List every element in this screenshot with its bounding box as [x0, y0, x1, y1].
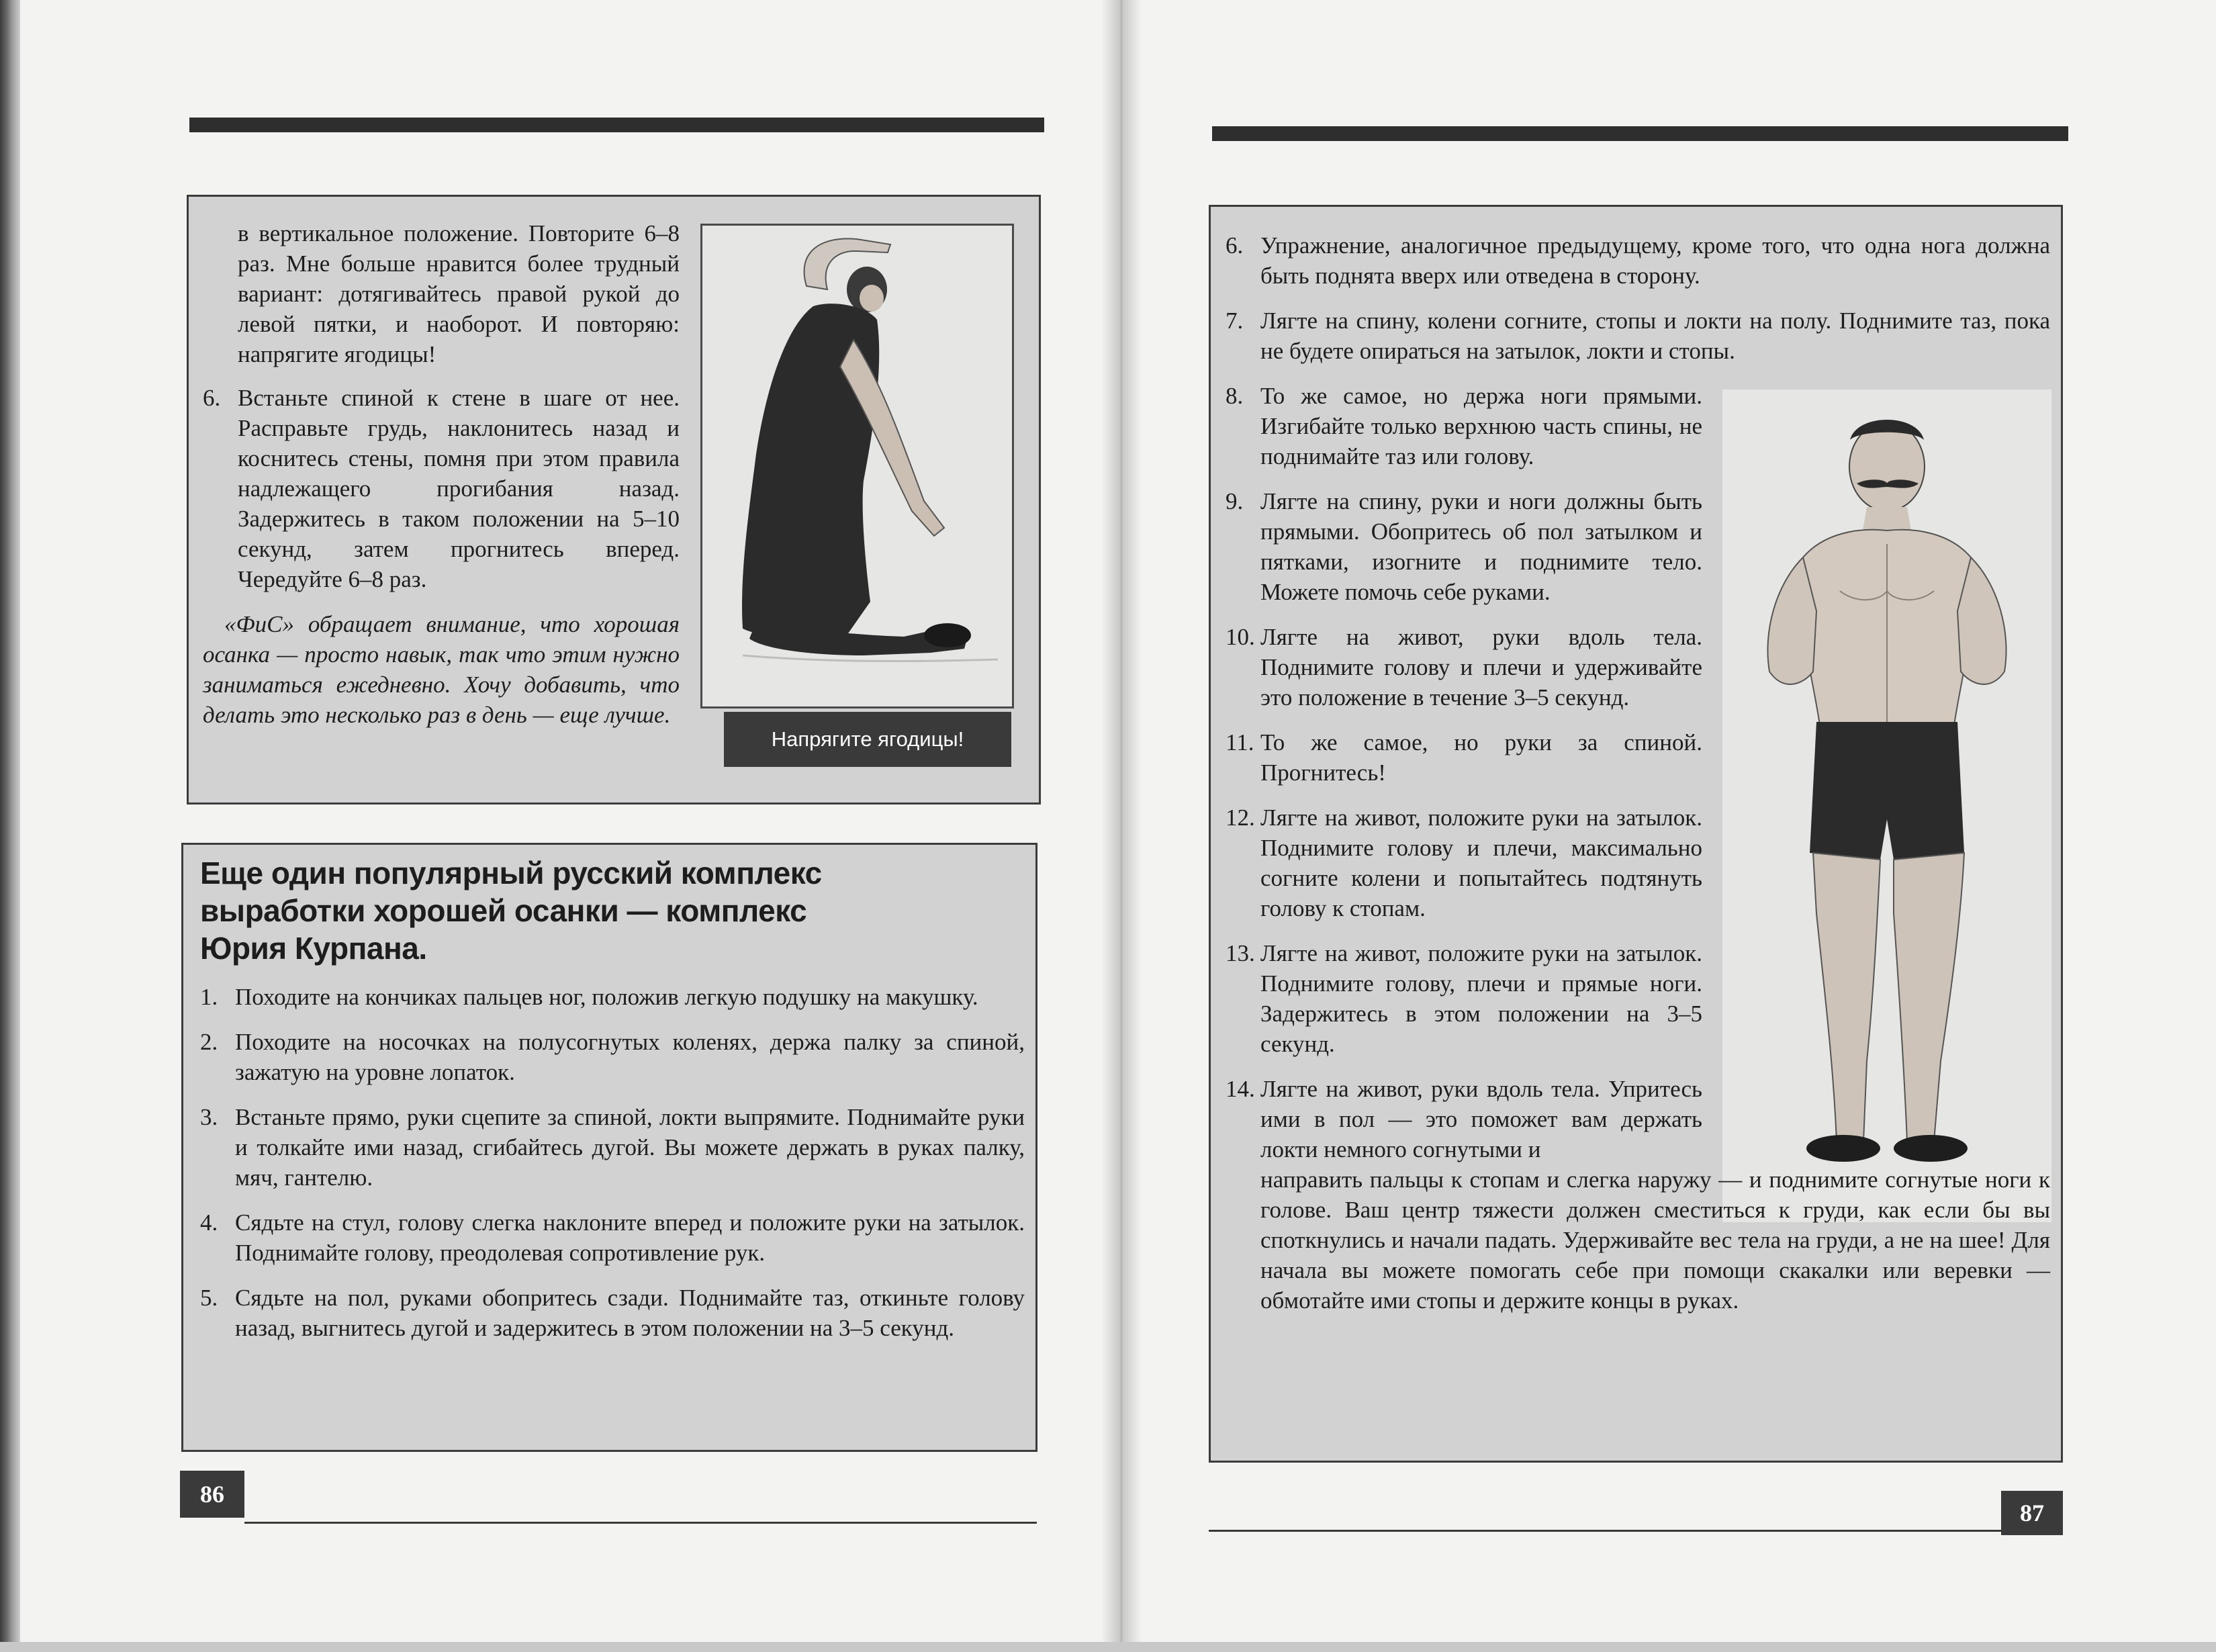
- item-number: 10.: [1226, 624, 1255, 650]
- left-box-top-text: [203, 218, 680, 730]
- item-number: 8.: [1226, 383, 1244, 409]
- item-text: Лягте на живот, руки вдоль тела. Поднимите голову и плечи и удерживайте это положение в течение 3–5 секунд.: [1260, 624, 1702, 710]
- item-number: 1.: [200, 984, 218, 1010]
- item-number: 9.: [1226, 488, 1244, 514]
- item-number: 11.: [1226, 729, 1254, 755]
- item-text: Лягте на спину, колени согните, стопы и локти на полу. Поднимите таз, пока не будете опираться на затылок, локти и стопы.: [1260, 308, 2050, 364]
- list-item: [1226, 230, 2050, 291]
- list-item: [1226, 486, 1702, 607]
- left-footer-rule: [244, 1522, 1037, 1524]
- list-item: [200, 982, 1025, 1012]
- continued-text: в вертикальное положение. Повторите 6–8 раз. Мне больше нравится более трудный вариант: дотягивайтесь правой рукой до левой пятки, и наоборот. И повторяю: напрягите ягодицы!: [238, 220, 680, 367]
- bottom-shadow: [0, 1642, 2216, 1652]
- photo-caption: Напрягите ягодицы!: [724, 712, 1011, 767]
- list-item: [1226, 622, 1702, 713]
- item-text: Сядьте на стул, голову слегка наклоните вперед и положите руки на затылок. Поднимайте голову, преодолевая сопротивление рук.: [235, 1209, 1025, 1266]
- item-text: Лягте на живот, руки вдоль тела. Упритесь ими в пол — это поможет вам держать локти немного согнутыми и: [1260, 1076, 1702, 1162]
- item-number: 13.: [1226, 940, 1255, 966]
- page-number-right: 87: [2001, 1491, 2063, 1535]
- item-text: направить пальцы к стопам и слегка наружу — и поднимите согнутые ноги к голове. Ваш центр тяжести должен сместиться к груди, как если бы вы споткнулись и начали падать. Удерживайте вес тела на груди, а не на шее! Для начала вы можете помогать себе при помощи скакалки или веревки — обмотайте ими стопы и держите концы в руках.: [1260, 1166, 2050, 1314]
- item-number: 2.: [200, 1029, 218, 1055]
- right-footer-rule: [1209, 1530, 2001, 1532]
- item-number: 12.: [1226, 805, 1255, 831]
- book-edge: [0, 0, 20, 1652]
- right-header-bar: [1212, 126, 2068, 141]
- item-number: 14.: [1226, 1076, 1255, 1102]
- list-item-continuation: [1226, 1164, 2050, 1316]
- right-box-text: [1226, 230, 2050, 1316]
- item-text: Лягте на спину, руки и ноги должны быть прямыми. Обопритесь об пол затылком и пятками, изогните и поднимите тело. Можете помочь себе руками.: [1260, 488, 1702, 605]
- item-text: То же самое, но руки за спиной. Прогнитесь!: [1260, 729, 1702, 786]
- list-item: [200, 1027, 1025, 1087]
- item-text: Встаньте спиной к стене в шаге от нее. Расправьте грудь, наклонитесь назад и коснитесь стены, помня при этом правила надлежащего прогибания назад. Задержитесь в таком положении на 5–10 секунд, затем прогнитесь вперед. Чередуйте 6–8 раз.: [238, 385, 680, 592]
- item-text: Походите на носочках на полусогнутых коленях, держа палку за спиной, зажатую на уровне лопаток.: [235, 1029, 1025, 1085]
- item-text: Лягте на живот, положите руки на затылок. Поднимите голову и плечи, максимально согните колени и попытайтесь подтянуть голову к стопам.: [1260, 805, 1702, 921]
- item-number: 7.: [1226, 308, 1244, 334]
- item-number: 4.: [200, 1209, 218, 1236]
- book-gutter: [1101, 0, 1142, 1652]
- item-number: 5.: [200, 1285, 218, 1311]
- list-item: [1226, 938, 1702, 1059]
- item-text: Лягте на живот, положите руки на затылок. Поднимите голову, плечи и прямые ноги. Задержитесь в этом положении на 3–5 секунд.: [1260, 940, 1702, 1057]
- editor-note: «ФиС» обращает внимание, что хорошая осанка — просто навык, так что этим нужно заниматься ежедневно. Хочу добавить, что делать это несколько раз в день — еще лучше.: [203, 611, 680, 728]
- stretching-woman-photo: [700, 224, 1014, 708]
- section-heading: Еще один популярный русский комплекс выработки хорошей осанки — комплекс Юрия Курпана.: [200, 856, 822, 966]
- list-item: [1226, 306, 2050, 366]
- list-item: [1226, 381, 1702, 471]
- exercise-list: [200, 982, 1025, 1343]
- item-text: Походите на кончиках пальцев ног, положив легкую подушку на макушку.: [235, 984, 978, 1010]
- list-item: [200, 1283, 1025, 1343]
- item-text: То же самое, но держа ноги прямыми. Изгибайте только верхнюю часть спины, не поднимайте таз или голову.: [1260, 383, 1702, 469]
- item-number: 6.: [203, 385, 221, 411]
- item-text: Встаньте прямо, руки сцепите за спиной, локти выпрямите. Поднимайте руки и толкайте ими назад, сгибайтесь дугой. Вы можете держать в руках палку, мяч, гантелю.: [235, 1104, 1025, 1191]
- left-box-bottom-content: [200, 854, 1025, 1358]
- page-number-left: 86: [180, 1471, 244, 1518]
- item-text: Сядьте на пол, руками обопритесь сзади. Поднимайте таз, откиньте голову назад, выгнитесь дугой и задержитесь в этом положении на 3–5 секунд.: [235, 1285, 1025, 1341]
- list-item: [1226, 1074, 1702, 1164]
- woman-figure-illustration: [702, 226, 1012, 706]
- item-text: Упражнение, аналогичное предыдущему, кроме того, что одна нога должна быть поднята вверх или отведена в сторону.: [1260, 232, 2050, 289]
- list-item: [200, 1207, 1025, 1268]
- list-item: [1226, 802, 1702, 923]
- left-header-bar: [189, 118, 1044, 132]
- item-number: 6.: [1226, 232, 1244, 259]
- list-item: [200, 1102, 1025, 1193]
- item-number: 3.: [200, 1104, 218, 1130]
- list-item: [1226, 727, 1702, 788]
